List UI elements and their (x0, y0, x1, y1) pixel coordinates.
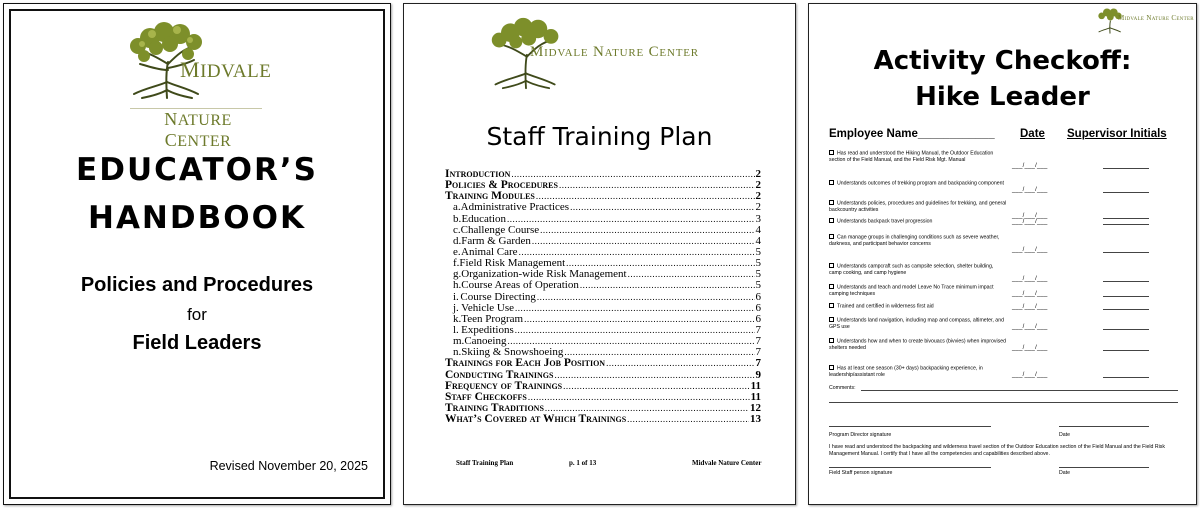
date-header: Date (1020, 128, 1045, 140)
checkoff-item (829, 150, 1007, 164)
toc-entry-letter: n. (453, 346, 462, 359)
checkbox[interactable] (829, 303, 834, 308)
checkbox[interactable] (829, 284, 834, 289)
handbook-subtitle: Policies and Procedures (80, 274, 314, 296)
logo-text-nature-center: NATURE CENTER (164, 109, 232, 150)
checkbox[interactable] (829, 218, 834, 223)
toc-entry-label: What’s Covered at Which Trainings (445, 413, 627, 426)
toc-entry-label: Policies & Procedures (445, 179, 558, 192)
staff-date-label: Date (1059, 470, 1070, 476)
footer-page-number: p. 1 of 13 (569, 459, 597, 467)
toc-entry (445, 358, 761, 369)
toc-entry-label: Organization-wide Risk Management (461, 268, 627, 281)
checkoff-item-text: Understands backpack travel progression (837, 218, 933, 225)
supervisor-initials-blank[interactable] (1103, 224, 1149, 225)
educators-handbook-page (3, 3, 391, 505)
toc-entry-page: 3 (755, 212, 761, 225)
toc-leader-dots (507, 214, 754, 225)
comments-line-2 (829, 402, 1178, 403)
toc-leader-dots (563, 381, 749, 392)
toc-entry-page: 7 (755, 357, 761, 370)
handbook-title-line1: EDUCATOR’S (76, 152, 318, 188)
toc-leader-dots (532, 236, 755, 247)
checkbox[interactable] (829, 200, 834, 205)
toc-entry-page: 12 (750, 401, 761, 414)
handbook-title-line2: HANDBOOK (88, 200, 306, 236)
toc-entry-label: Vehicle Use (461, 301, 515, 314)
toc-entry-label: Expeditions (461, 323, 514, 336)
toc-entry-letter: d. (453, 234, 462, 247)
toc-leader-dots (580, 280, 755, 291)
toc-entry-letter: m. (453, 335, 465, 348)
checkoff-item-text: Understands and teach and model Leave No Trace minimum impact camping techniques (829, 284, 994, 298)
toc-entry-label: Challenge Course (460, 223, 540, 236)
toc-entry-label: Training Traditions (445, 401, 544, 414)
toc-leader-dots (554, 370, 754, 381)
checkoff-title-line2: Hike Leader (915, 82, 1090, 112)
toc-leader-dots (515, 325, 755, 336)
toc-entry-label: Staff Checkoffs (445, 390, 527, 403)
supervisor-initials-blank[interactable] (1103, 329, 1149, 330)
checkoff-item-text: Trained and certified in wilderness first aid (837, 303, 934, 310)
logo-text-midvale: MIDVALE (180, 57, 272, 82)
supervisor-initials-blank[interactable] (1103, 309, 1149, 310)
toc-entry-page: 2 (755, 179, 761, 192)
supervisor-initials-blank[interactable] (1103, 252, 1149, 253)
checkoff-item (829, 218, 1007, 225)
toc-entry-letter: k. (453, 312, 462, 325)
toc-entry-page: 7 (755, 323, 761, 336)
toc-entry-page: 2 (755, 190, 761, 203)
checkbox[interactable] (829, 263, 834, 268)
toc-entry-letter: c. (453, 223, 461, 236)
toc-entry-letter: j. (453, 301, 459, 314)
table-of-contents (445, 169, 761, 425)
checkoff-item (829, 338, 1007, 352)
toc-entry-label: Conducting Trainings (445, 368, 554, 381)
toc-entry-letter: f. (453, 257, 460, 270)
supervisor-initials-blank[interactable] (1103, 350, 1149, 351)
toc-entry-label: Training Modules (445, 190, 535, 203)
checkoff-item (829, 365, 1007, 379)
toc-entry-letter: l. (453, 323, 459, 336)
toc-entry-label: Trainings for Each Job Position (445, 357, 606, 370)
checkoff-item (829, 317, 1007, 331)
toc-leader-dots (537, 292, 755, 303)
toc-entry-page: 5 (755, 245, 761, 258)
toc-entry-label: Introduction (445, 168, 511, 180)
toc-leader-dots (515, 303, 754, 314)
date-blank[interactable]: ___/___/___ (1012, 276, 1048, 282)
handbook-subtitle-for: for (187, 305, 207, 324)
toc-entry (445, 280, 761, 291)
toc-entry-letter: g. (453, 268, 462, 281)
date-blank[interactable]: ___/___/___ (1012, 372, 1048, 378)
staff-date-line (1059, 467, 1149, 468)
checkoff-item-text: Can manage groups in challenging conditions such as severe weather, darkness, and participant behavior concerns (829, 234, 1000, 248)
date-blank[interactable]: ___/___/___ (1012, 247, 1048, 253)
toc-entry-page: 6 (755, 312, 761, 325)
checkoff-item-text: Has read and understood the Hiking Manual, the Outdoor Education section of the Field Manual, and the Field Risk Mgt. Manual (829, 150, 994, 164)
supervisor-initials-blank[interactable] (1103, 192, 1149, 193)
toc-entry-letter: e. (453, 245, 461, 258)
checkoff-item (829, 263, 1007, 277)
toc-entry (445, 370, 761, 381)
toc-entry-page: 5 (755, 279, 761, 292)
supervisor-initials-blank[interactable] (1103, 168, 1149, 169)
comments-line-1 (861, 390, 1178, 391)
date-blank[interactable]: ___/___/___ (1012, 345, 1048, 351)
toc-entry-page: 7 (755, 346, 761, 359)
toc-entry (445, 414, 761, 425)
checkbox[interactable] (829, 150, 834, 155)
revised-date: Revised November 20, 2025 (209, 459, 368, 473)
toc-leader-dots (528, 392, 750, 403)
checkoff-item (829, 200, 1007, 214)
toc-leader-dots (628, 269, 755, 280)
supervisor-initials-header: Supervisor Initials (1067, 128, 1167, 140)
activity-checkoff-page (808, 3, 1197, 505)
checkoff-item (829, 180, 1007, 187)
checkbox[interactable] (829, 234, 834, 239)
checkoff-item (829, 284, 1007, 298)
toc-entry-page: 6 (755, 301, 761, 314)
footer-doc-title: Staff Training Plan (456, 459, 514, 467)
date-blank[interactable]: ___/___/___ (1012, 163, 1048, 169)
checkoff-item-text: Understands outcomes of trekking program and backpacking component (837, 180, 1004, 187)
checkbox[interactable] (829, 180, 834, 185)
supervisor-initials-blank[interactable] (1103, 377, 1149, 378)
checkoff-item-text: Understands how and when to create bivouacs (bivvies) when improvised shelters needed (829, 338, 1006, 352)
date-blank[interactable]: ___/___/___ (1012, 291, 1048, 297)
toc-entry-page: 9 (755, 368, 761, 381)
checkoff-title-line1: Activity Checkoff: (873, 46, 1132, 76)
checkbox[interactable] (829, 317, 834, 322)
date-blank[interactable]: ___/___/___ (1012, 187, 1048, 193)
toc-entry-page: 13 (750, 413, 761, 426)
toc-leader-dots (524, 314, 754, 325)
checkoff-item-text: Understands policies, procedures and guidelines for trekking, and general backcountry activities (829, 200, 1007, 214)
toc-entry-label: Farm & Garden (461, 234, 531, 247)
toc-entry-label: Education (461, 212, 507, 225)
checkoff-item (829, 303, 1007, 310)
toc-entry-label: Canoeing (464, 335, 507, 348)
toc-entry-page: 5 (755, 268, 761, 281)
employee-name-header: Employee Name____________ (829, 128, 995, 140)
staff-signature-line (829, 467, 991, 468)
director-date-line (1059, 426, 1149, 427)
certification-statement: I have read and understood the backpacking and wilderness travel section of the Outdoor Education section of the Field Manual and the Field Risk Management Manual. I certify that I have all the competencies and capabilities described above. (829, 444, 1165, 457)
toc-entry-page: 4 (755, 223, 761, 236)
logo-midvale-rest: IDVALE (200, 61, 272, 82)
logo-text: Midvale Nature Center (1118, 14, 1194, 22)
date-blank[interactable]: ___/___/___ (1012, 219, 1048, 225)
staff-training-plan-page (403, 3, 796, 505)
supervisor-initials-blank[interactable] (1103, 218, 1149, 219)
toc-entry-letter: h. (453, 279, 462, 292)
toc-entry-letter: a. (453, 201, 461, 214)
supervisor-initials-blank[interactable] (1103, 296, 1149, 297)
checkbox[interactable] (829, 365, 834, 370)
director-date-label: Date (1059, 432, 1070, 438)
toc-entry-page: 11 (750, 390, 761, 403)
toc-entry-label: Skiing & Snowshoeing (461, 346, 564, 359)
staff-signature-label: Field Staff person signature (829, 470, 893, 476)
supervisor-initials-blank[interactable] (1103, 281, 1149, 282)
date-blank[interactable]: ___/___/___ (1012, 213, 1048, 219)
date-blank[interactable]: ___/___/___ (1012, 324, 1048, 330)
toc-entry-page: 2 (755, 201, 761, 214)
toc-leader-dots (540, 225, 754, 236)
toc-entry-page: 4 (755, 234, 761, 247)
toc-entry-letter: b. (453, 212, 462, 225)
logo-text: Midvale Nature Center (530, 44, 699, 60)
director-signature-line (829, 426, 991, 427)
toc-entry (445, 202, 761, 213)
training-plan-title: Staff Training Plan (486, 122, 713, 151)
checkoff-item-text: Has at least one season (30+ days) backpacking experience, in leadership/assistant role (829, 365, 983, 379)
toc-entry-page: 11 (750, 379, 761, 392)
toc-leader-dots (570, 202, 754, 213)
handbook-subtitle-field-leaders: Field Leaders (132, 332, 262, 354)
checkoff-item-text: Understands land navigation, including map and compass, altimeter, and GPS use (829, 317, 1004, 331)
toc-leader-dots (627, 414, 749, 425)
toc-entry-label: Frequency of Trainings (445, 379, 563, 392)
toc-entry-label: Course Directing (460, 290, 536, 303)
toc-entry-page: 2 (755, 168, 761, 180)
director-signature-label: Program Director signature (829, 432, 892, 438)
toc-entry-label: Administrative Practices (460, 201, 570, 214)
toc-entry-label: Field Risk Management (459, 257, 566, 270)
toc-entry-page: 6 (755, 290, 761, 303)
footer-org-name: Midvale Nature Center (692, 459, 762, 467)
date-blank[interactable]: ___/___/___ (1012, 304, 1048, 310)
toc-leader-dots (606, 358, 754, 369)
toc-entry-label: Teen Program (461, 312, 524, 325)
checkbox[interactable] (829, 338, 834, 343)
comments-label: Comments: (829, 385, 856, 391)
toc-entry-page: 7 (755, 335, 761, 348)
toc-entry-letter: i. (453, 290, 459, 303)
checkoff-item-text: Understands campcraft such as campsite selection, shelter building, camp cooking, and camp hygiene (829, 263, 994, 277)
toc-entry-page: 5 (755, 257, 761, 270)
toc-leader-dots (559, 180, 755, 191)
toc-entry-label: Course Areas of Operation (461, 279, 579, 292)
toc-entry-label: Animal Care (461, 245, 518, 258)
checkoff-item (829, 234, 1007, 248)
